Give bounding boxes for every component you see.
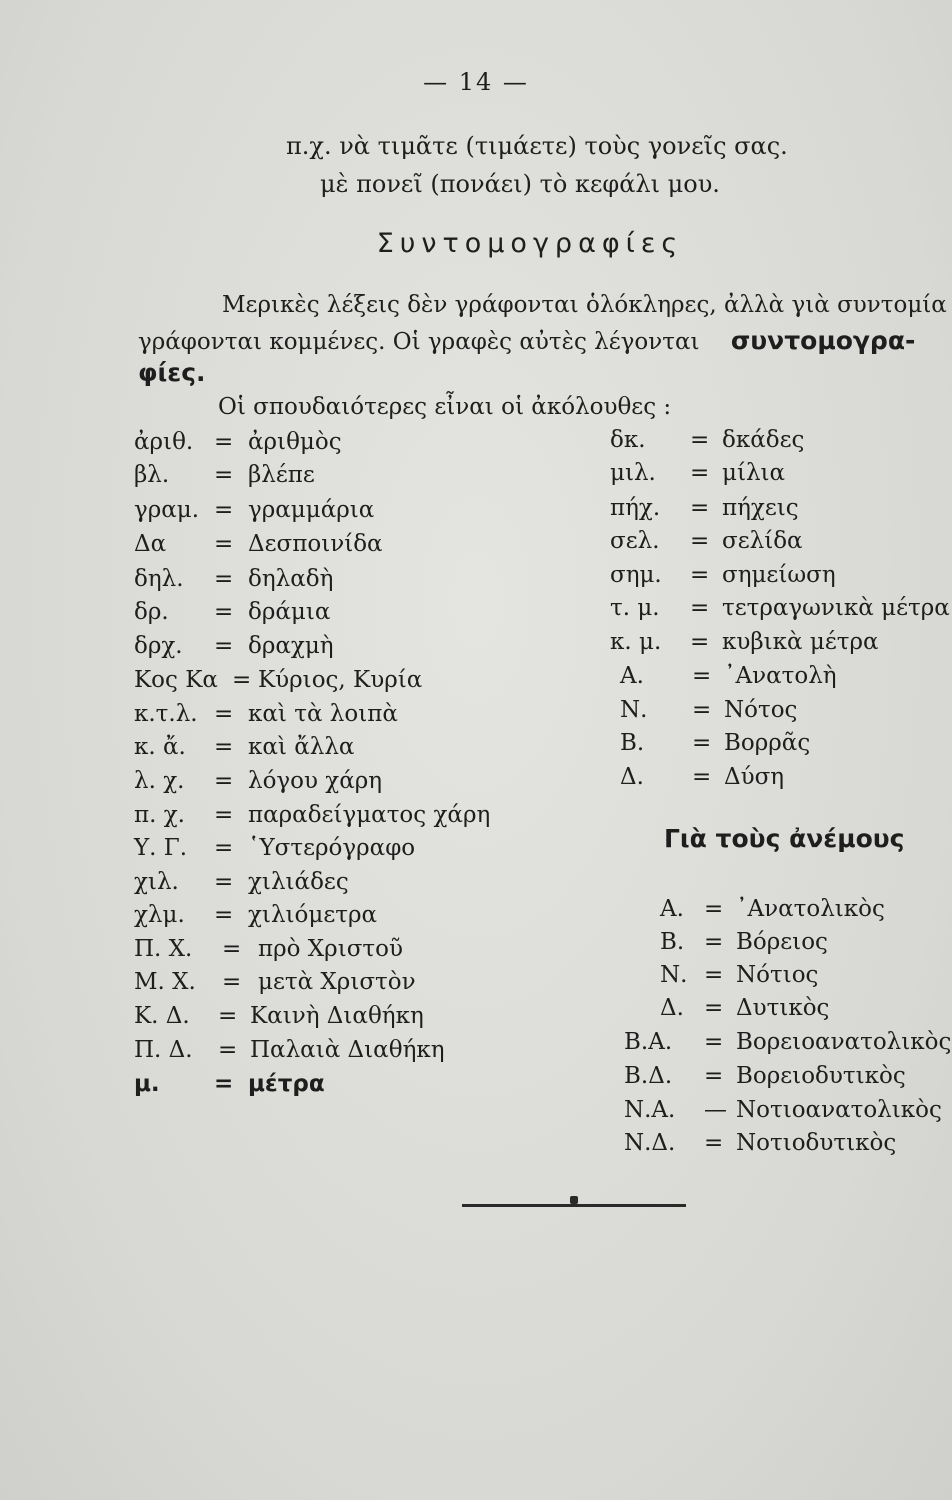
term-highlight: συντομογρα- xyxy=(730,326,916,355)
meaning: Παλαιὰ Διαθήκη xyxy=(250,1037,445,1063)
abbreviation: Β.Δ. xyxy=(624,1063,673,1089)
equals-sign: = xyxy=(214,566,234,592)
abbreviation: κ. ἄ. xyxy=(134,734,186,760)
equals-sign: = xyxy=(218,1037,238,1063)
abbreviation: Κος Κα xyxy=(134,667,218,693)
equals-sign: = xyxy=(692,697,712,723)
meaning: ᾿Ανατολικὸς xyxy=(736,896,885,922)
abbreviation: κ. μ. xyxy=(610,629,662,655)
meaning: Νότος xyxy=(724,697,798,723)
meaning: δκάδες xyxy=(722,427,805,453)
meaning: μίλια xyxy=(722,460,786,486)
term-highlight: φίες. xyxy=(138,358,206,387)
equals-sign: = xyxy=(214,531,234,557)
equals-sign: = xyxy=(214,869,234,895)
abbreviation: Δ. xyxy=(620,764,644,790)
meaning: Δυτικὸς xyxy=(736,995,830,1021)
meaning: Δύση xyxy=(724,764,785,790)
equals-sign: = xyxy=(704,1029,724,1055)
equals-sign: = xyxy=(690,528,710,554)
abbreviation: λ. χ. xyxy=(134,768,185,794)
equals-sign: = xyxy=(704,1063,724,1089)
divider-ornament xyxy=(570,1196,578,1204)
intro-line: Μερικὲς λέξεις δὲν γράφονται ὁλόκληρες, ἀλλὰ γιὰ συντομία xyxy=(222,292,947,318)
meaning: τετραγωνικὰ μέτρα xyxy=(722,595,950,621)
equals-sign: = xyxy=(218,1003,238,1029)
abbreviation: βλ. xyxy=(134,462,170,488)
section-heading: Συντομογραφίες xyxy=(376,228,684,259)
abbreviation: δρ. xyxy=(134,599,169,625)
equals-sign: = xyxy=(214,462,234,488)
abbreviation: δρχ. xyxy=(134,633,183,659)
meaning: πήχεις xyxy=(722,495,799,521)
equals-sign: = xyxy=(214,1071,234,1097)
meaning: μετὰ Χριστὸν xyxy=(258,969,416,995)
intro-line xyxy=(138,358,206,387)
equals-sign: = xyxy=(692,730,712,756)
equals-sign: = xyxy=(690,495,710,521)
abbreviation: Π. Χ. xyxy=(134,936,193,962)
page-number: — 14 — xyxy=(423,68,529,96)
equals-sign: = xyxy=(704,995,724,1021)
abbreviation: Δ. xyxy=(660,995,684,1021)
equals-sign: = xyxy=(690,562,710,588)
meaning: χιλιάδες xyxy=(248,869,349,895)
meaning: δηλαδὴ xyxy=(248,566,334,592)
meaning: χιλιόμετρα xyxy=(248,902,378,928)
abbreviation: Ν. xyxy=(620,697,648,723)
intro-line xyxy=(138,326,915,355)
intro-line: Οἱ σπουδαιότερες εἶναι οἱ ἀκόλουθες : xyxy=(218,394,672,420)
meaning: σημείωση xyxy=(722,562,836,588)
meaning: ῾Υστερόγραφο xyxy=(248,835,416,861)
meaning: ᾿Ανατολὴ xyxy=(724,663,837,689)
abbreviation: Β. xyxy=(660,929,685,955)
equals-sign: = xyxy=(214,429,234,455)
equals-sign: = xyxy=(214,633,234,659)
equals-sign: = xyxy=(704,896,724,922)
meaning: Δεσποινίδα xyxy=(248,531,383,557)
equals-sign: = xyxy=(214,599,234,625)
abbreviation: δκ. xyxy=(610,427,646,453)
abbreviation: γραμ. xyxy=(134,497,200,523)
meaning: καὶ ἄλλα xyxy=(248,734,355,760)
equals-sign: = xyxy=(214,835,234,861)
abbreviation: Ν.Α. xyxy=(624,1097,676,1123)
meaning: δράμια xyxy=(248,599,331,625)
meaning: Βορειοδυτικὸς xyxy=(736,1063,906,1089)
abbreviation: Μ. Χ. xyxy=(134,969,196,995)
meaning: Νοτιοδυτικὸς xyxy=(736,1130,897,1156)
abbreviation: σημ. xyxy=(610,562,662,588)
equals-sign: = xyxy=(214,902,234,928)
equals-sign: = xyxy=(690,629,710,655)
meaning: καὶ τὰ λοιπὰ xyxy=(248,701,398,727)
equals-sign: — xyxy=(704,1097,727,1123)
equals-sign: = xyxy=(214,497,234,523)
equals-sign: = xyxy=(222,936,242,962)
abbreviation: Π. Δ. xyxy=(134,1037,193,1063)
abbreviation: Δα xyxy=(134,531,167,557)
equals-sign: = xyxy=(704,929,724,955)
abbreviation: Β. xyxy=(620,730,645,756)
meaning: σελίδα xyxy=(722,528,803,554)
abbreviation: Ν. xyxy=(660,962,688,988)
equals-sign: = xyxy=(232,667,252,693)
meaning: Κύριος, Κυρία xyxy=(258,667,423,693)
abbreviation: Ν.Δ. xyxy=(624,1130,676,1156)
meaning: γραμμάρια xyxy=(248,497,375,523)
abbreviation: δηλ. xyxy=(134,566,184,592)
abbreviation: ἀριθ. xyxy=(134,429,194,455)
equals-sign: = xyxy=(214,802,234,828)
meaning: Νοτιοανατολικὸς xyxy=(736,1097,942,1123)
meaning: κυβικὰ μέτρα xyxy=(722,629,879,655)
meaning: Νότιος xyxy=(736,962,819,988)
equals-sign: = xyxy=(690,460,710,486)
meaning: βλέπε xyxy=(248,462,315,488)
meaning: Βορειοανατολικὸς xyxy=(736,1029,952,1055)
example-line: π.χ. νὰ τιμᾶτε (τιμάετε) τοὺς γονεῖς σας. xyxy=(286,132,788,160)
meaning: ἀριθμὸς xyxy=(248,429,342,455)
equals-sign: = xyxy=(704,962,724,988)
equals-sign: = xyxy=(214,701,234,727)
equals-sign: = xyxy=(214,768,234,794)
abbreviation: Β.Α. xyxy=(624,1029,673,1055)
abbreviation: Υ. Γ. xyxy=(134,835,188,861)
abbreviation: μιλ. xyxy=(610,460,656,486)
meaning: λόγου χάρη xyxy=(248,768,383,794)
example-line: μὲ πονεῖ (πονάει) τὸ κεφάλι μου. xyxy=(320,170,720,198)
abbreviation: Α. xyxy=(660,896,684,922)
abbreviation: τ. μ. xyxy=(610,595,660,621)
meaning: μέτρα xyxy=(248,1071,325,1097)
equals-sign: = xyxy=(222,969,242,995)
abbreviation: χιλ. xyxy=(134,869,179,895)
abbreviation: σελ. xyxy=(610,528,660,554)
meaning: Βορρᾶς xyxy=(724,730,811,756)
abbreviation: μ. xyxy=(134,1071,160,1097)
meaning: Βόρειος xyxy=(736,929,828,955)
abbreviation: π. χ. xyxy=(134,802,185,828)
abbreviation: Κ. Δ. xyxy=(134,1003,190,1029)
meaning: Καινὴ Διαθήκη xyxy=(250,1003,424,1029)
equals-sign: = xyxy=(214,734,234,760)
abbreviation: πήχ. xyxy=(610,495,661,521)
intro-text: γράφονται κομμένες. Οἱ γραφὲς αὐτὲς λέγονται xyxy=(138,329,700,355)
abbreviation: κ.τ.λ. xyxy=(134,701,198,727)
section-divider xyxy=(462,1204,686,1207)
meaning: παραδείγματος χάρη xyxy=(248,802,491,828)
winds-heading: Γιὰ τοὺς ἀνέμους xyxy=(664,824,905,853)
equals-sign: = xyxy=(690,427,710,453)
abbreviation: Α. xyxy=(620,663,644,689)
abbreviation: χλμ. xyxy=(134,902,185,928)
equals-sign: = xyxy=(690,595,710,621)
equals-sign: = xyxy=(692,663,712,689)
equals-sign: = xyxy=(704,1130,724,1156)
equals-sign: = xyxy=(692,764,712,790)
meaning: δραχμὴ xyxy=(248,633,334,659)
meaning: πρὸ Χριστοῦ xyxy=(258,936,403,962)
